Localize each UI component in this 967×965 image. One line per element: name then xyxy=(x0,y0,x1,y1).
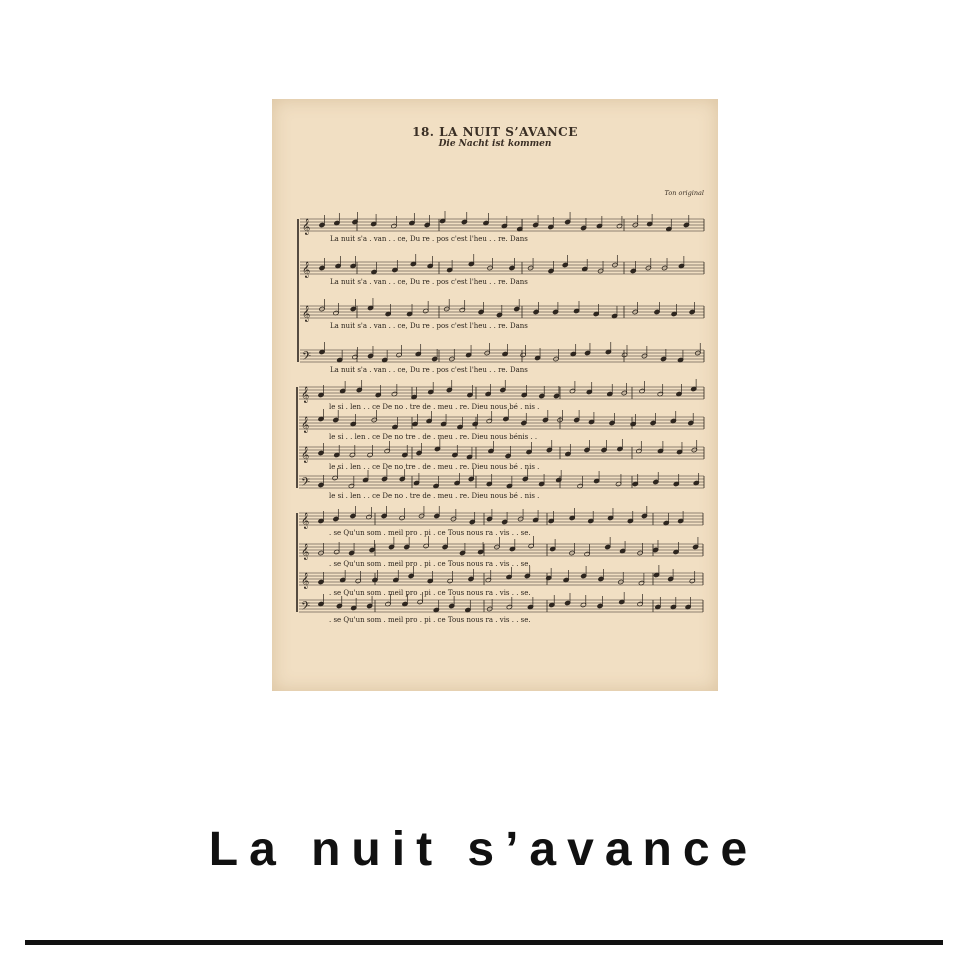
treble-clef-icon: 𝄞 xyxy=(301,387,310,403)
lyric-line: le si . . len . ce De no tre . de . meu . re. Dieu nous bénis . . xyxy=(329,433,538,441)
lyric-line: La nuit s'a . van . . ce, Du re . pos c'est l'heu . . re. Dans xyxy=(330,322,528,330)
sheet-subtitle: Die Nacht ist kommen xyxy=(438,139,552,149)
sheet-music-page xyxy=(272,99,718,691)
lyric-line: . se Qu'un som . meil pro . pi . ce Tous nous ra . vis . . se. xyxy=(329,616,531,624)
bottom-rule xyxy=(25,940,943,945)
treble-clef-icon: 𝄞 xyxy=(302,306,311,322)
tone-marking: Ton original xyxy=(664,189,704,197)
lyric-line: . se Qu'un som . meil pro . pi . ce Tous nous ra . vis . . se. xyxy=(329,560,531,568)
lyric-line: La nuit s'a . van . . ce, Du re . pos c'est l'heu . . re. Dans xyxy=(330,235,528,243)
treble-clef-icon: 𝄞 xyxy=(301,417,310,433)
music-notation xyxy=(272,99,718,691)
treble-clef-icon: 𝄞 xyxy=(301,544,310,560)
treble-clef-icon: 𝄞 xyxy=(302,219,311,235)
bass-clef-icon: 𝄢 xyxy=(301,600,311,616)
lyric-line: le si . len . . ce De no . tre de . meu . re. Dieu nous bé . nis . xyxy=(329,492,540,500)
lyric-line: La nuit s'a . van . . ce, Du re . pos c'est l'heu . . re. Dans xyxy=(330,366,528,374)
treble-clef-icon: 𝄞 xyxy=(301,513,310,529)
sheet-title: 18. LA NUIT S’AVANCE xyxy=(412,125,578,139)
lyric-line: . se Qu'un som . meil pro . pi . ce Tous nous ra . vis . . se. xyxy=(329,529,531,537)
lyric-line: La nuit s'a . van . . ce, Du re . pos c'est l'heu . . re. Dans xyxy=(330,278,528,286)
lyric-line: le si . len . . ce De no tre . de . meu . re. Dieu nous bé . nis . xyxy=(329,463,540,471)
page-caption: La nuit s’avance xyxy=(208,823,759,876)
treble-clef-icon: 𝄞 xyxy=(301,573,310,589)
treble-clef-icon: 𝄞 xyxy=(301,447,310,463)
bass-clef-icon: 𝄢 xyxy=(301,476,311,492)
lyric-line: le si . len . . ce De no . tre de . meu . re. Dieu nous bé . nis . xyxy=(329,403,540,411)
lyric-line: . se Qu'un som . meil pro . pi . ce Tous nous ra . vis . . se. xyxy=(329,589,531,597)
treble-clef-icon: 𝄞 xyxy=(302,262,311,278)
bass-clef-icon: 𝄢 xyxy=(302,350,312,366)
